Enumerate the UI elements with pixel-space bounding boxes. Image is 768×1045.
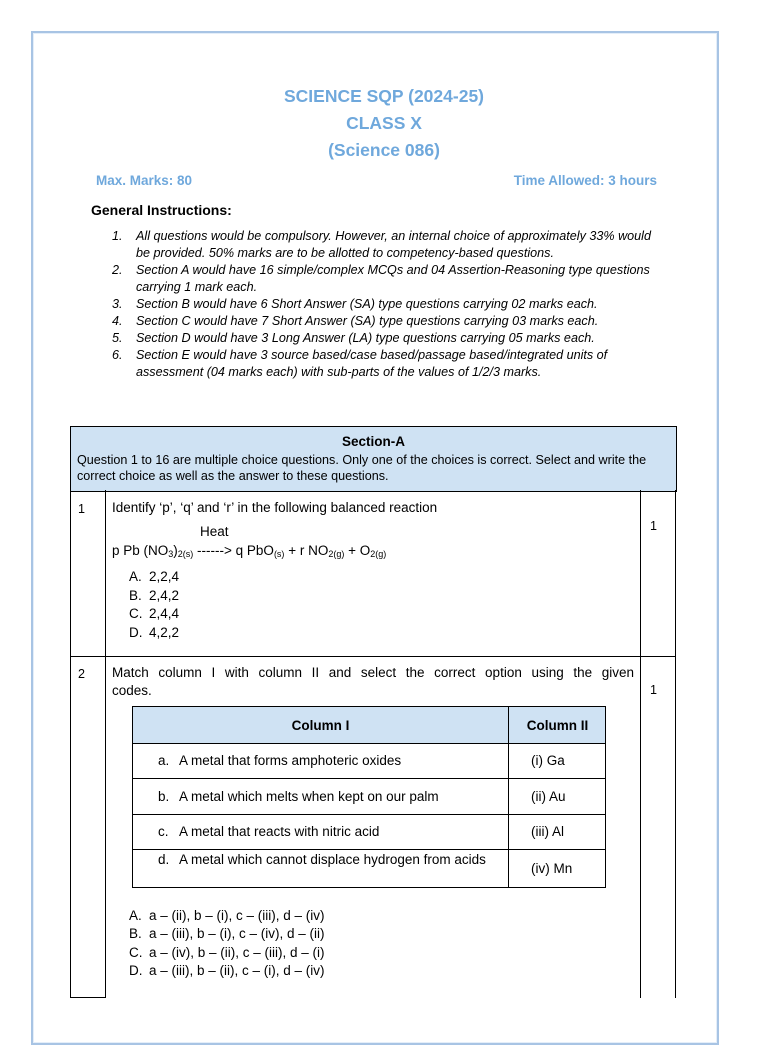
- option-text: 2,2,4: [149, 569, 180, 584]
- instruction-number: 1.: [112, 229, 123, 243]
- match-text: A metal which cannot displace hydrogen from acids: [179, 852, 486, 867]
- question-text: [112, 664, 634, 700]
- max-marks: Max. Marks: 80: [96, 173, 193, 188]
- option-text: a – (iii), b – (i), c – (iv), d – (ii): [149, 926, 325, 942]
- question-marks: 1: [650, 519, 658, 533]
- instruction-number: 3.: [112, 297, 123, 311]
- question-text: Identify ‘p’, ‘q’ and ‘r’ in the following balanced reaction: [112, 500, 438, 515]
- instructions-list: [112, 228, 664, 381]
- option-label: C.: [129, 606, 143, 621]
- chemical-equation: p Pb $(NO_3)_{2(s)}$ ------> q PbO$_{(s)}$ + r $NO_{2(g)} + O_{2(g)}$: [112, 543, 387, 559]
- answer-options: [129, 568, 179, 642]
- option-text: 4,2,2: [149, 624, 180, 640]
- instruction-text: All questions would be compulsory. However, an internal choice of approximately 33% would be provided. 50% marks are to be allotted to competency-based questions.: [136, 229, 651, 260]
- instructions-heading: General Instructions:: [91, 202, 232, 218]
- number-column-divider: [105, 490, 106, 998]
- instruction-text: Section A would have 16 simple/complex MCQs and 04 Assertion-Reasoning type questions carrying 1 mark each.: [136, 263, 650, 294]
- match-answer: (iii) Al: [531, 824, 564, 839]
- instruction-item: [112, 347, 664, 381]
- instruction-item: [112, 330, 664, 347]
- match-row: [133, 744, 605, 779]
- subject-title: (Science 086): [328, 140, 440, 160]
- instruction-item: [112, 296, 664, 313]
- match-row: [133, 850, 605, 887]
- instruction-text: Section C would have 7 Short Answer (SA) type questions carrying 03 marks each.: [136, 314, 599, 328]
- instruction-text: Section D would have 3 Long Answer (LA) type questions carrying 05 marks each.: [136, 331, 595, 345]
- option-text: 2,4,2: [149, 587, 180, 603]
- match-row: [133, 815, 605, 850]
- question-text-line: codes.: [112, 683, 152, 698]
- option-label: B.: [129, 926, 142, 942]
- question-table: [70, 426, 677, 998]
- option-label: B.: [129, 587, 142, 603]
- instruction-number: 4.: [112, 314, 123, 328]
- instruction-text: Section E would have 3 source based/case based/passage based/integrated units of assessment (04 marks each) with sub-parts of the values of 1/2/3 marks.: [136, 348, 608, 379]
- answer-option[interactable]: [129, 925, 325, 943]
- match-label: a.: [158, 753, 170, 768]
- question-number: 1: [78, 502, 86, 516]
- marks-column-divider: [640, 490, 641, 998]
- paper-title: SCIENCE SQP (2024-25): [283, 86, 485, 106]
- option-text: a – (ii), b – (i), c – (iii), d – (iv): [149, 908, 325, 923]
- section-a-description: Question 1 to 16 are multiple choice questions. Only one of the choices is correct. Select and write the correct choice as well as the answer to these questions.: [77, 453, 647, 483]
- question-text-line: Match column I with column II and select the correct option using the given: [112, 665, 634, 680]
- instruction-number: 5.: [112, 331, 123, 345]
- match-label: c.: [158, 824, 169, 839]
- question-marks: 1: [650, 683, 658, 697]
- option-text: a – (iv), b – (ii), c – (iii), d – (i): [149, 944, 325, 960]
- match-table: [132, 706, 606, 888]
- table-bottom-border: [70, 997, 105, 998]
- match-text: A metal that reacts with nitric acid: [179, 824, 380, 839]
- table-left-border: [70, 490, 71, 998]
- reaction-condition: Heat: [200, 524, 229, 539]
- answer-option[interactable]: [129, 568, 179, 587]
- option-label: A.: [129, 569, 142, 584]
- match-label: b.: [158, 789, 170, 804]
- match-row: [133, 779, 605, 815]
- time-allowed: Time Allowed: 3 hours: [513, 173, 657, 188]
- instruction-text: Section B would have 6 Short Answer (SA) type questions carrying 02 marks each.: [136, 297, 598, 311]
- row-divider: [70, 656, 676, 657]
- answer-option[interactable]: [129, 605, 179, 624]
- answer-option[interactable]: [129, 587, 179, 606]
- instruction-number: 2.: [112, 263, 123, 277]
- option-text: 2,4,4: [149, 606, 180, 621]
- answer-option[interactable]: [129, 962, 325, 980]
- match-text: A metal that forms amphoteric oxides: [179, 753, 402, 768]
- column-one-header: Column I: [291, 718, 350, 733]
- match-answer: (iv) Mn: [531, 861, 573, 876]
- answer-option[interactable]: [129, 624, 179, 643]
- column-two-header: Column II: [526, 718, 589, 733]
- instruction-item: [112, 313, 664, 330]
- table-right-border: [675, 490, 676, 998]
- match-answer: (ii) Au: [531, 789, 566, 804]
- answer-options: [129, 907, 325, 980]
- match-answer: (i) Ga: [531, 753, 565, 768]
- section-a-header: [70, 426, 677, 492]
- match-label: d.: [158, 852, 170, 867]
- match-text: A metal which melts when kept on our palm: [179, 789, 439, 804]
- option-text: a – (iii), b – (ii), c – (i), d – (iv): [149, 962, 325, 978]
- instruction-item: [112, 228, 664, 262]
- question-number: 2: [78, 667, 86, 681]
- answer-option[interactable]: [129, 907, 325, 925]
- instruction-number: 6.: [112, 348, 123, 362]
- match-column-divider: [508, 707, 509, 743]
- option-label: D.: [129, 962, 143, 978]
- option-label: A.: [129, 908, 142, 923]
- match-table-header: [133, 707, 605, 744]
- section-a-title: Section-A: [341, 434, 405, 449]
- instruction-item: [112, 262, 664, 296]
- answer-option[interactable]: [129, 944, 325, 962]
- option-label: C.: [129, 944, 143, 960]
- option-label: D.: [129, 624, 143, 640]
- class-title: CLASS X: [346, 113, 422, 133]
